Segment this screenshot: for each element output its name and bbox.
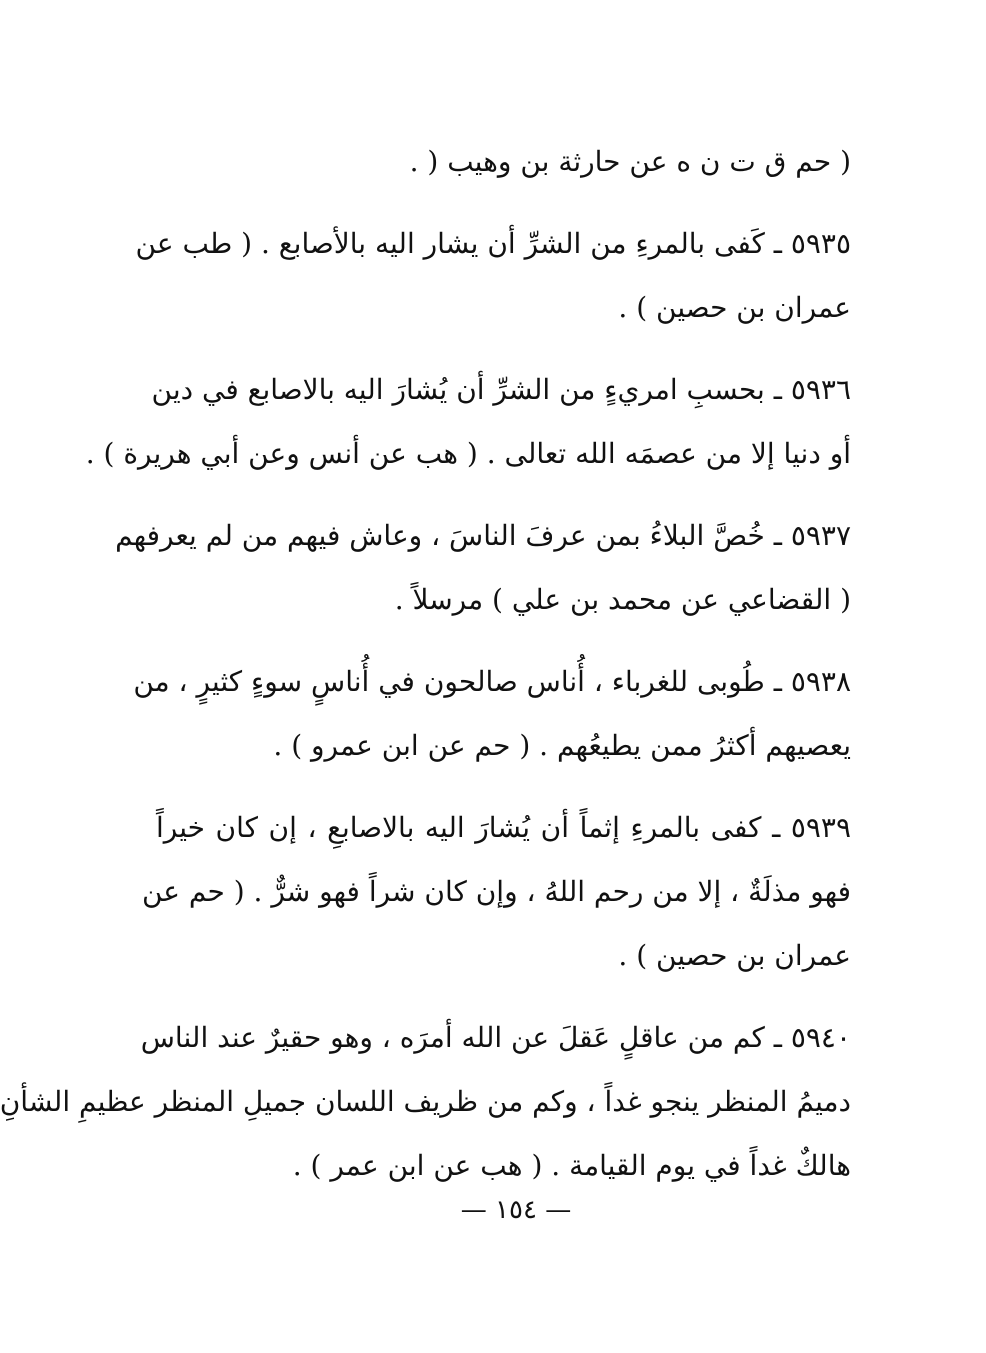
text-line: عمران بن حصين ) . [618,939,851,972]
hadith-entry-5938 [133,650,851,778]
entry-continuation [156,130,851,194]
text-line: دميمُ المنظر ينجو غداً ، وكم من ظريف اللسان جميلِ المنظر عظيمِ الشأنِ [0,1085,851,1118]
hadith-entry-5940 [0,1006,851,1198]
text-line: ٥٩٣٩ ـ كفى بالمرءِ إثماً أن يُشارَ اليه بالاصابعِ ، إن كان خيراً [156,811,851,844]
text-line: عمران بن حصين ) . [618,291,851,324]
text-line: ( حم ق ت ن ه عن حارثة بن وهيب ( . [409,145,851,178]
hadith-entry-5937 [115,504,851,632]
text-line: ٥٩٤٠ ـ كم من عاقلٍ عَقلَ عن الله أمرَه ، وهو حقيرٌ عند الناس [140,1021,851,1054]
page-body [0,130,851,1216]
text-line: ٥٩٣٥ ـ كَفى بالمرءِ من الشرِّ أن يشار اليه بالأصابع . ( طب عن [135,227,851,260]
text-line: فهو مذلَةٌ ، إلا من رحم اللهُ ، وإن كان شراً فهو شرٌّ . ( حم عن [141,875,851,908]
text-line: ٥٩٣٨ ـ طُوبى للغرباء ، أُناس صالحون في أُناسٍ سوءٍ كثيرٍ ، من [133,665,851,698]
page-number: — ١٥٤ — [460,1195,572,1225]
hadith-entry-5936 [85,358,851,486]
text-line: ٥٩٣٧ ـ خُصَّ البلاءُ بمن عرفَ الناسَ ، وعاش فيهم من لم يعرفهم [115,519,851,552]
hadith-entry-5935 [135,212,851,340]
text-line: أو دنيا إلا من عصمَه الله تعالى . ( هب عن أنس وعن أبي هريرة ) . [85,437,851,470]
text-line: يعصيهم أكثرُ ممن يطيعُهم . ( حم عن ابن عمرو ) . [273,729,851,762]
text-line: ( القضاعي عن محمد بن علي ) مرسلاً . [394,583,851,616]
hadith-entry-5939 [141,796,851,988]
text-line: هالكٌ غداً في يوم القيامة . ( هب عن ابن عمر ) . [292,1149,851,1182]
text-line: ٥٩٣٦ ـ بحسبِ امريءٍ من الشرِّ أن يُشارَ اليه بالاصابع في دين [151,373,851,406]
